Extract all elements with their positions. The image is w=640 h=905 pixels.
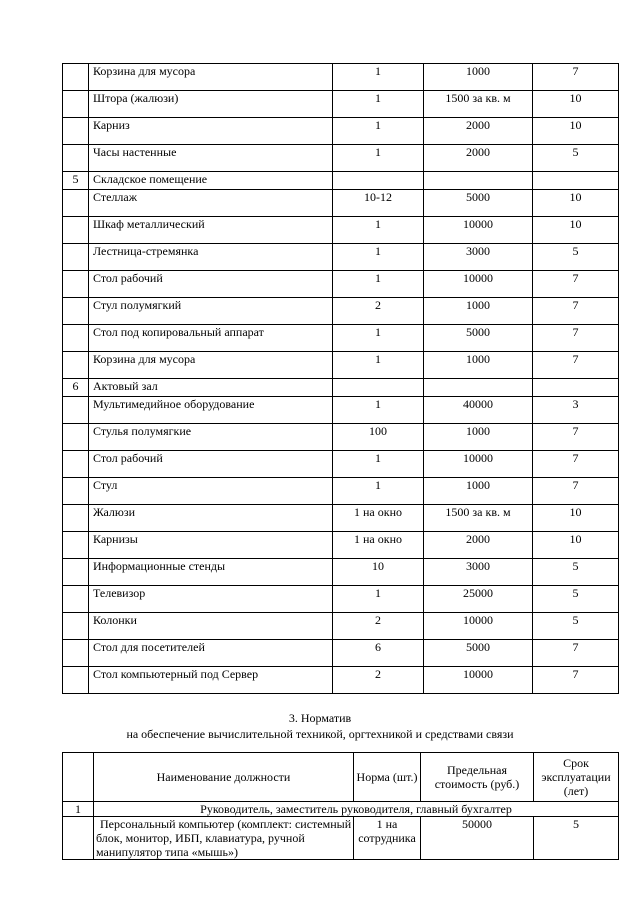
table-row — [63, 217, 619, 244]
row-number — [63, 478, 89, 505]
item-quantity: 1 — [333, 244, 424, 271]
header-service-life: Срок эксплуатации (лет) — [534, 753, 619, 802]
item-service-life: 10 — [533, 532, 619, 559]
item-service-life: 5 — [533, 145, 619, 172]
item-service-life: 5 — [533, 586, 619, 613]
table-row — [63, 64, 619, 91]
item-quantity — [333, 172, 424, 190]
item-price — [424, 172, 533, 190]
item-service-life: 5 — [533, 559, 619, 586]
item-price: 1500 за кв. м — [424, 91, 533, 118]
row-number — [63, 613, 89, 640]
row-number — [63, 325, 89, 352]
item-name: Стеллаж — [89, 190, 333, 217]
item-name: Стул полумягкий — [89, 298, 333, 325]
item-name: Складское помещение — [89, 172, 333, 190]
item-name: Часы настенные — [89, 145, 333, 172]
item-name: Актовый зал — [89, 379, 333, 397]
item-price: 5000 — [424, 190, 533, 217]
item-price: 10000 — [424, 271, 533, 298]
item-name: Шкаф металлический — [89, 217, 333, 244]
row-number — [63, 190, 89, 217]
header-max-price: Предельная стоимость (руб.) — [421, 753, 534, 802]
table-row — [63, 478, 619, 505]
section-3-title: 3. Норматив — [288, 711, 352, 725]
item-name: Информационные стенды — [89, 559, 333, 586]
item-quantity: 1 — [333, 217, 424, 244]
item-price: 40000 — [424, 397, 533, 424]
item-service-life: 3 — [533, 397, 619, 424]
item-name: Корзина для мусора — [89, 352, 333, 379]
table-row — [63, 559, 619, 586]
item-quantity: 1 на окно — [333, 532, 424, 559]
row-number — [63, 424, 89, 451]
item-name: Лестница-стремянка — [89, 244, 333, 271]
item-quantity: 2 — [333, 667, 424, 694]
item-name: Мультимедийное оборудование — [89, 397, 333, 424]
item-quantity: 1 на окно — [333, 505, 424, 532]
row-number — [63, 271, 89, 298]
item-name: Колонки — [89, 613, 333, 640]
row-number: 5 — [63, 172, 89, 190]
item-service-life: 7 — [533, 271, 619, 298]
item-service-life: 10 — [533, 118, 619, 145]
item-price: 10000 — [424, 451, 533, 478]
item-quantity: 10 — [333, 559, 424, 586]
item-quantity: 1 — [333, 145, 424, 172]
row-number: 6 — [63, 379, 89, 397]
item-service-life — [533, 172, 619, 190]
row-number — [63, 91, 89, 118]
section-title: Руководитель, заместитель руководителя, главный бухгалтер — [94, 802, 619, 817]
section-3-subtitle: на обеспечение вычислительной техникой, оргтехникой и средствами связи — [126, 727, 514, 741]
item-service-life: 7 — [533, 352, 619, 379]
furniture-norms-table — [62, 63, 619, 694]
item-service-life: 5 — [533, 613, 619, 640]
item-price: 5000 — [424, 640, 533, 667]
item-quantity: 1 — [333, 118, 424, 145]
item-name: Стол компьютерный под Сервер — [89, 667, 333, 694]
item-price: 1000 — [424, 64, 533, 91]
item-name: Штора (жалюзи) — [89, 91, 333, 118]
item-quantity: 2 — [333, 613, 424, 640]
item-price: 1000 — [424, 298, 533, 325]
item-name: Стол рабочий — [89, 451, 333, 478]
item-service-life: 7 — [533, 64, 619, 91]
row-number — [63, 667, 89, 694]
table-row — [63, 397, 619, 424]
item-service-life: 7 — [533, 325, 619, 352]
item-price: 10000 — [424, 613, 533, 640]
item-quantity: 1 — [333, 91, 424, 118]
row-number — [63, 64, 89, 91]
table-row — [63, 298, 619, 325]
item-quantity: 1 — [333, 325, 424, 352]
table-row — [63, 118, 619, 145]
item-price — [424, 379, 533, 397]
row-number — [63, 397, 89, 424]
row-number — [63, 352, 89, 379]
table-row — [63, 352, 619, 379]
item-name: Стулья полумягкие — [89, 424, 333, 451]
item-price: 1500 за кв. м — [424, 505, 533, 532]
table2-section-row — [63, 802, 619, 817]
item-quantity: 6 — [333, 640, 424, 667]
header-number — [63, 753, 94, 802]
item-service-life: 7 — [533, 451, 619, 478]
item-price: 1000 — [424, 478, 533, 505]
row-number — [63, 145, 89, 172]
item-price: 10000 — [424, 217, 533, 244]
row-number — [63, 298, 89, 325]
item-quantity: 2 — [333, 298, 424, 325]
table-row — [63, 424, 619, 451]
table-row — [63, 244, 619, 271]
item-service-life: 10 — [533, 91, 619, 118]
table-row — [63, 451, 619, 478]
item-name: Карниз — [89, 118, 333, 145]
row-number — [63, 451, 89, 478]
table-row — [63, 190, 619, 217]
item-quantity: 100 — [333, 424, 424, 451]
item-name: Жалюзи — [89, 505, 333, 532]
item-name: Стол для посетителей — [89, 640, 333, 667]
item-service-life: 7 — [533, 640, 619, 667]
table-row — [63, 505, 619, 532]
table-row — [63, 271, 619, 298]
row-number — [63, 532, 89, 559]
item-name: Стол рабочий — [89, 271, 333, 298]
header-position-name: Наименование должности — [94, 753, 354, 802]
item-price: 10000 — [424, 667, 533, 694]
item-quantity: 1 — [333, 478, 424, 505]
item-price: 5000 — [424, 325, 533, 352]
table-row — [63, 145, 619, 172]
item-service-life: 5 — [534, 817, 619, 860]
row-number — [63, 244, 89, 271]
row-number — [63, 505, 89, 532]
table-row — [63, 613, 619, 640]
item-service-life: 10 — [533, 217, 619, 244]
item-quantity: 1 — [333, 451, 424, 478]
item-quantity: 1 — [333, 397, 424, 424]
row-number — [63, 640, 89, 667]
item-name: Карнизы — [89, 532, 333, 559]
section-number: 1 — [63, 802, 94, 817]
furniture-norms-table-body — [63, 64, 619, 694]
item-price: 2000 — [424, 118, 533, 145]
row-number — [63, 217, 89, 244]
item-quantity: 10-12 — [333, 190, 424, 217]
section-row — [63, 379, 619, 397]
table-row — [63, 667, 619, 694]
item-service-life: 7 — [533, 478, 619, 505]
item-price: 50000 — [421, 817, 534, 860]
computing-equipment-norms-table — [62, 752, 619, 860]
table-row — [63, 640, 619, 667]
row-number — [63, 586, 89, 613]
item-number-cell — [63, 817, 94, 860]
item-price: 1000 — [424, 352, 533, 379]
item-quantity: 1 — [333, 352, 424, 379]
item-service-life: 10 — [533, 505, 619, 532]
table-row — [63, 532, 619, 559]
table-row — [63, 325, 619, 352]
item-quantity: 1 — [333, 586, 424, 613]
item-service-life: 7 — [533, 424, 619, 451]
item-quantity: 1 — [333, 271, 424, 298]
item-quantity — [333, 379, 424, 397]
item-price: 1000 — [424, 424, 533, 451]
table2-header-row — [63, 753, 619, 802]
section-row — [63, 172, 619, 190]
item-service-life: 5 — [533, 244, 619, 271]
item-price: 3000 — [424, 559, 533, 586]
item-service-life: 10 — [533, 190, 619, 217]
item-price: 3000 — [424, 244, 533, 271]
item-name: Корзина для мусора — [89, 64, 333, 91]
row-number — [63, 559, 89, 586]
item-price: 2000 — [424, 532, 533, 559]
item-name: Стол под копировальный аппарат — [89, 325, 333, 352]
item-service-life: 7 — [533, 298, 619, 325]
item-service-life: 7 — [533, 667, 619, 694]
item-name: Телевизор — [89, 586, 333, 613]
item-quantity: 1 — [333, 64, 424, 91]
item-norm: 1 на сотрудника — [354, 817, 421, 860]
header-norm: Норма (шт.) — [354, 753, 421, 802]
item-name: Стул — [89, 478, 333, 505]
item-price: 2000 — [424, 145, 533, 172]
row-number — [63, 118, 89, 145]
table2-item-row — [63, 817, 619, 860]
table-row — [63, 91, 619, 118]
item-price: 25000 — [424, 586, 533, 613]
item-name: Персональный компьютер (комплект: системный блок, монитор, ИБП, клавиатура, ручной манипулятор типа «мышь») — [94, 817, 354, 860]
table-row — [63, 586, 619, 613]
item-service-life — [533, 379, 619, 397]
